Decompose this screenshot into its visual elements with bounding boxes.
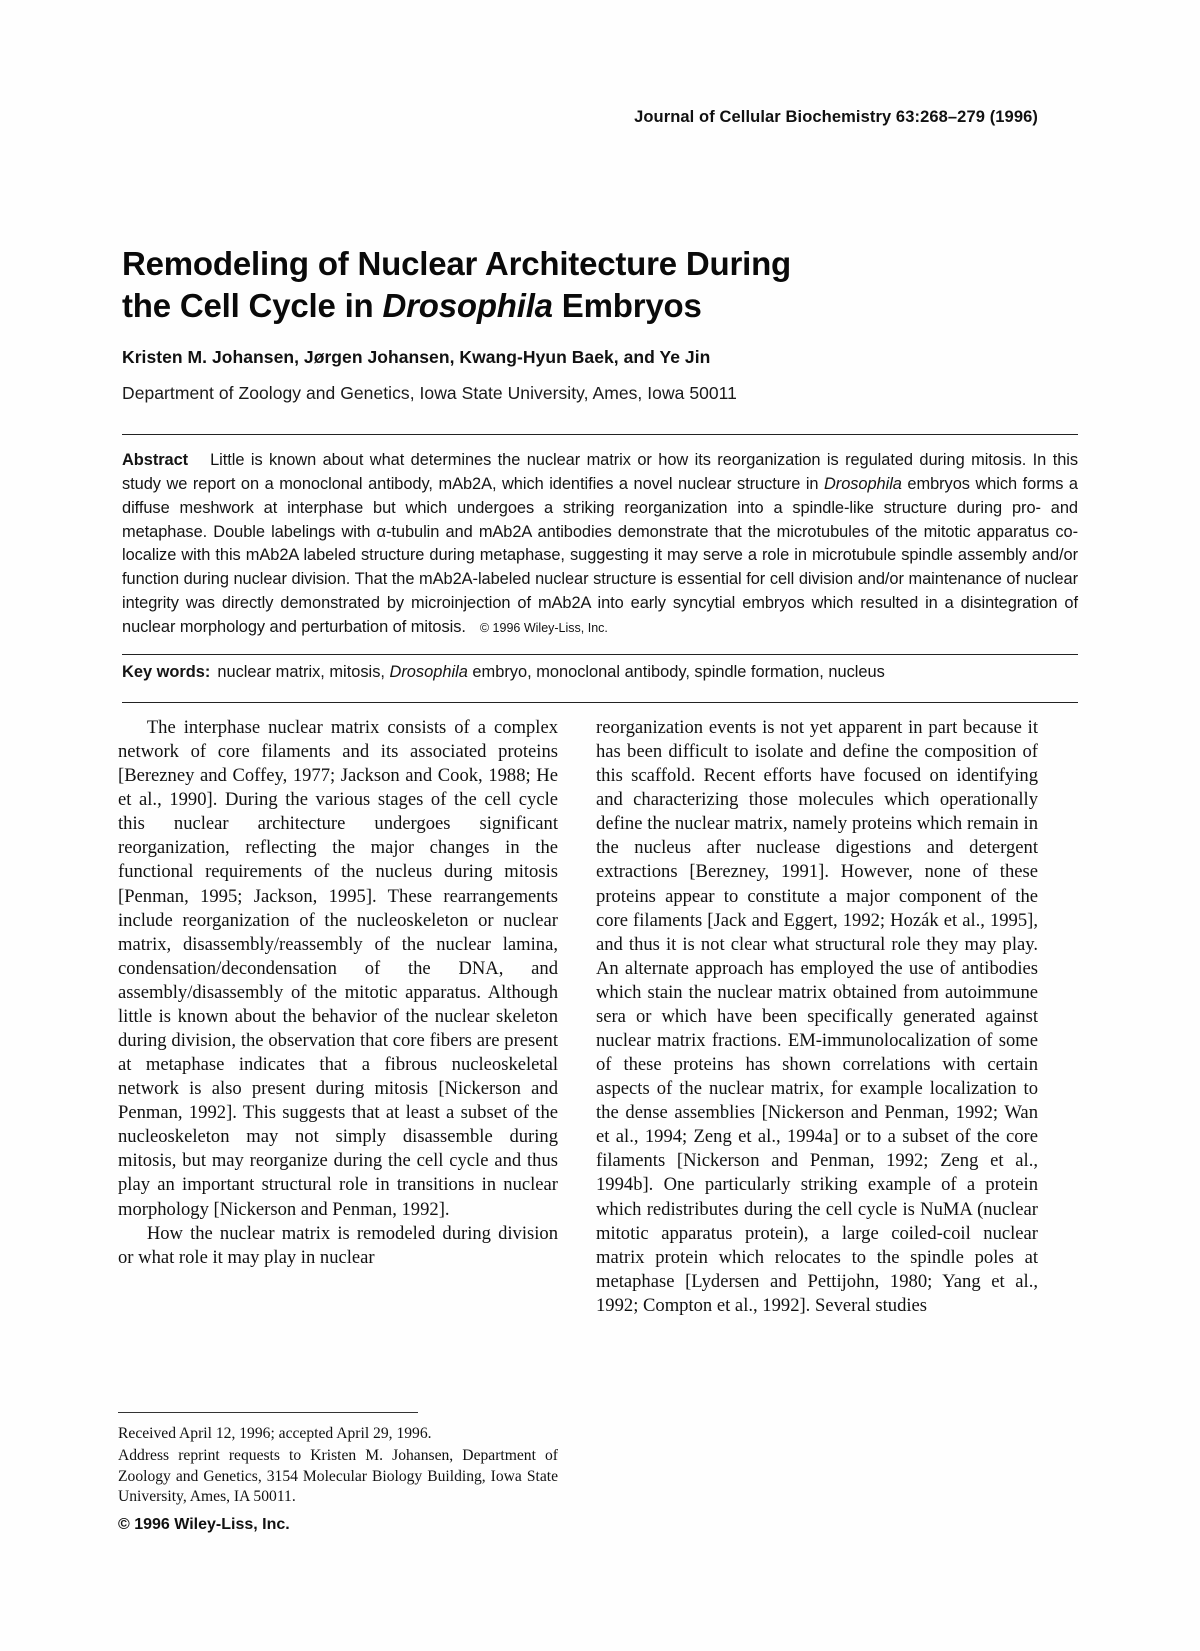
title-line-1: Remodeling of Nuclear Architecture During xyxy=(122,245,792,282)
abstract-italic-drosophila: Drosophila xyxy=(824,474,902,493)
author-list: Kristen M. Johansen, Jørgen Johansen, Kwang-Hyun Baek, and Ye Jin xyxy=(122,347,711,367)
abstract-text-part-1: Little is known about what determines the nuclear matrix or how its reorganization is regulated during mitosis. In this study we report on a monoclonal antibody, mAb2A, which identifies a novel nuclear structure in xyxy=(122,451,1078,493)
keywords-italic-drosophila: Drosophila xyxy=(389,663,468,681)
page-title xyxy=(122,243,912,327)
footnote-rule xyxy=(118,1412,418,1413)
abstract-top-rule xyxy=(122,434,1078,435)
title-block xyxy=(122,243,912,327)
keywords-part-1: nuclear matrix, mitosis, xyxy=(217,663,390,681)
footnote-block xyxy=(118,1424,558,1507)
title-line-2-post: Embryos xyxy=(552,287,702,325)
keywords xyxy=(122,663,1078,682)
paragraph: reorganization events is not yet apparent in part because it has been difficult to isolate and define the composition of this scaffold. Recent efforts have focused on identifying and characterizing those molecules which operationally define the nuclear matrix, namely proteins which remain in the nucleus after nuclease digestions and detergent extractions [Berezney, 1991]. However, none of these proteins appear to constitute a major component of the core filaments [Jack and Eggert, 1992; Hozák et al., 1995], and thus it is not clear what structural role they may play. An alternate approach has employed the use of antibodies which stain the nuclear matrix obtained from autoimmune sera or which have been specifically generated against nuclear matrix fractions. EM-immunolocalization of some of these proteins has shown correlations with certain aspects of the nuclear matrix, for example localization to the dense assemblies [Nickerson and Penman, 1992; Wan et al., 1994; Zeng et al., 1994a] or to a subset of the core filaments [Nickerson and Penman, 1992; Zeng et al., 1994b]. One particularly striking example of a protein which redistributes during the cell cycle is NuMA (nuclear mitotic apparatus protein), a large coiled-coil nuclear matrix protein which relocates to the spindle poles at metaphase [Lydersen and Pettijohn, 1980; Yang et al., 1992; Compton et al., 1992]. Several studies xyxy=(596,717,1038,1316)
paragraph: The interphase nuclear matrix consists of a complex network of core filaments and its associated proteins [Berezney and Coffey, 1977; Jackson and Cook, 1988; He et al., 1990]. During the various stages of the cell cycle this nuclear architecture undergoes significant reorganization, reflecting the major changes in the functional requirements of the nucleus during mitosis [Penman, 1995; Jackson, 1995]. These rearrangements include reorganization of the nucleoskeleton or nuclear matrix, disassembly/reassembly of the nuclear lamina, condensation/decondensation of the DNA, and assembly/disassembly of the mitotic apparatus. Although little is known about the behavior of the nuclear skeleton during division, the observation that core fibers are present at metaphase indicates that a fibrous nucleoskeletal network is also present during mitosis [Nickerson and Penman, 1992]. This suggests that at least a subset of the nucleoskeleton may not simply disassemble during mitosis, but may reorganize during the cell cycle and thus play an important structural role in transitions in nuclear morphology [Nickerson and Penman, 1992]. xyxy=(118,717,558,1220)
affiliation: Department of Zoology and Genetics, Iowa State University, Ames, Iowa 50011 xyxy=(122,383,737,403)
title-line-2-pre: the Cell Cycle in xyxy=(122,287,383,325)
footnote-address: Address reprint requests to Kristen M. Johansen, Department of Zoology and Genetics, 3154 Molecular Biology Building, Iowa State University, Ames, IA 50011. xyxy=(118,1447,558,1505)
abstract-label: Abstract xyxy=(122,451,189,469)
body-column-left xyxy=(118,716,558,1270)
keywords-label: Key words: xyxy=(122,663,211,681)
footnote-received: Received April 12, 1996; accepted April 29, 1996. xyxy=(118,1425,432,1442)
page-copyright: © 1996 Wiley-Liss, Inc. xyxy=(118,1516,290,1533)
paragraph: How the nuclear matrix is remodeled during division or what role it may play in nuclear xyxy=(118,1222,558,1268)
abstract-bottom-rule xyxy=(122,654,1078,655)
abstract-text-part-2: embryos which forms a diffuse meshwork at interphase but which undergoes a striking reorganization into a spindle-like structure during pro- and metaphase. Double labelings with α-tubulin and mAb2A antibodies demonstrate that the microtubules of the mitotic apparatus co-localize with this mAb2A labeled structure during metaphase, suggesting it may serve a role in microtubule spindle assembly and/or function during nuclear division. That the mAb2A-labeled nuclear structure is essential for cell division and/or maintenance of nuclear integrity was directly demonstrated by microinjection of mAb2A into early syncytial embryos which resulted in a disintegration of nuclear morphology and perturbation of mitosis. xyxy=(122,474,1078,637)
abstract xyxy=(122,449,1078,640)
abstract-copyright-note: © 1996 Wiley-Liss, Inc. xyxy=(479,621,608,636)
running-head: Journal of Cellular Biochemistry 63:268–279 (1996) xyxy=(634,108,1038,126)
body-column-right xyxy=(596,716,1038,1318)
title-line-2-italic: Drosophila xyxy=(382,287,553,325)
keywords-part-2: embryo, monoclonal antibody, spindle formation, nucleus xyxy=(467,663,885,681)
keywords-bottom-rule xyxy=(122,702,1078,703)
